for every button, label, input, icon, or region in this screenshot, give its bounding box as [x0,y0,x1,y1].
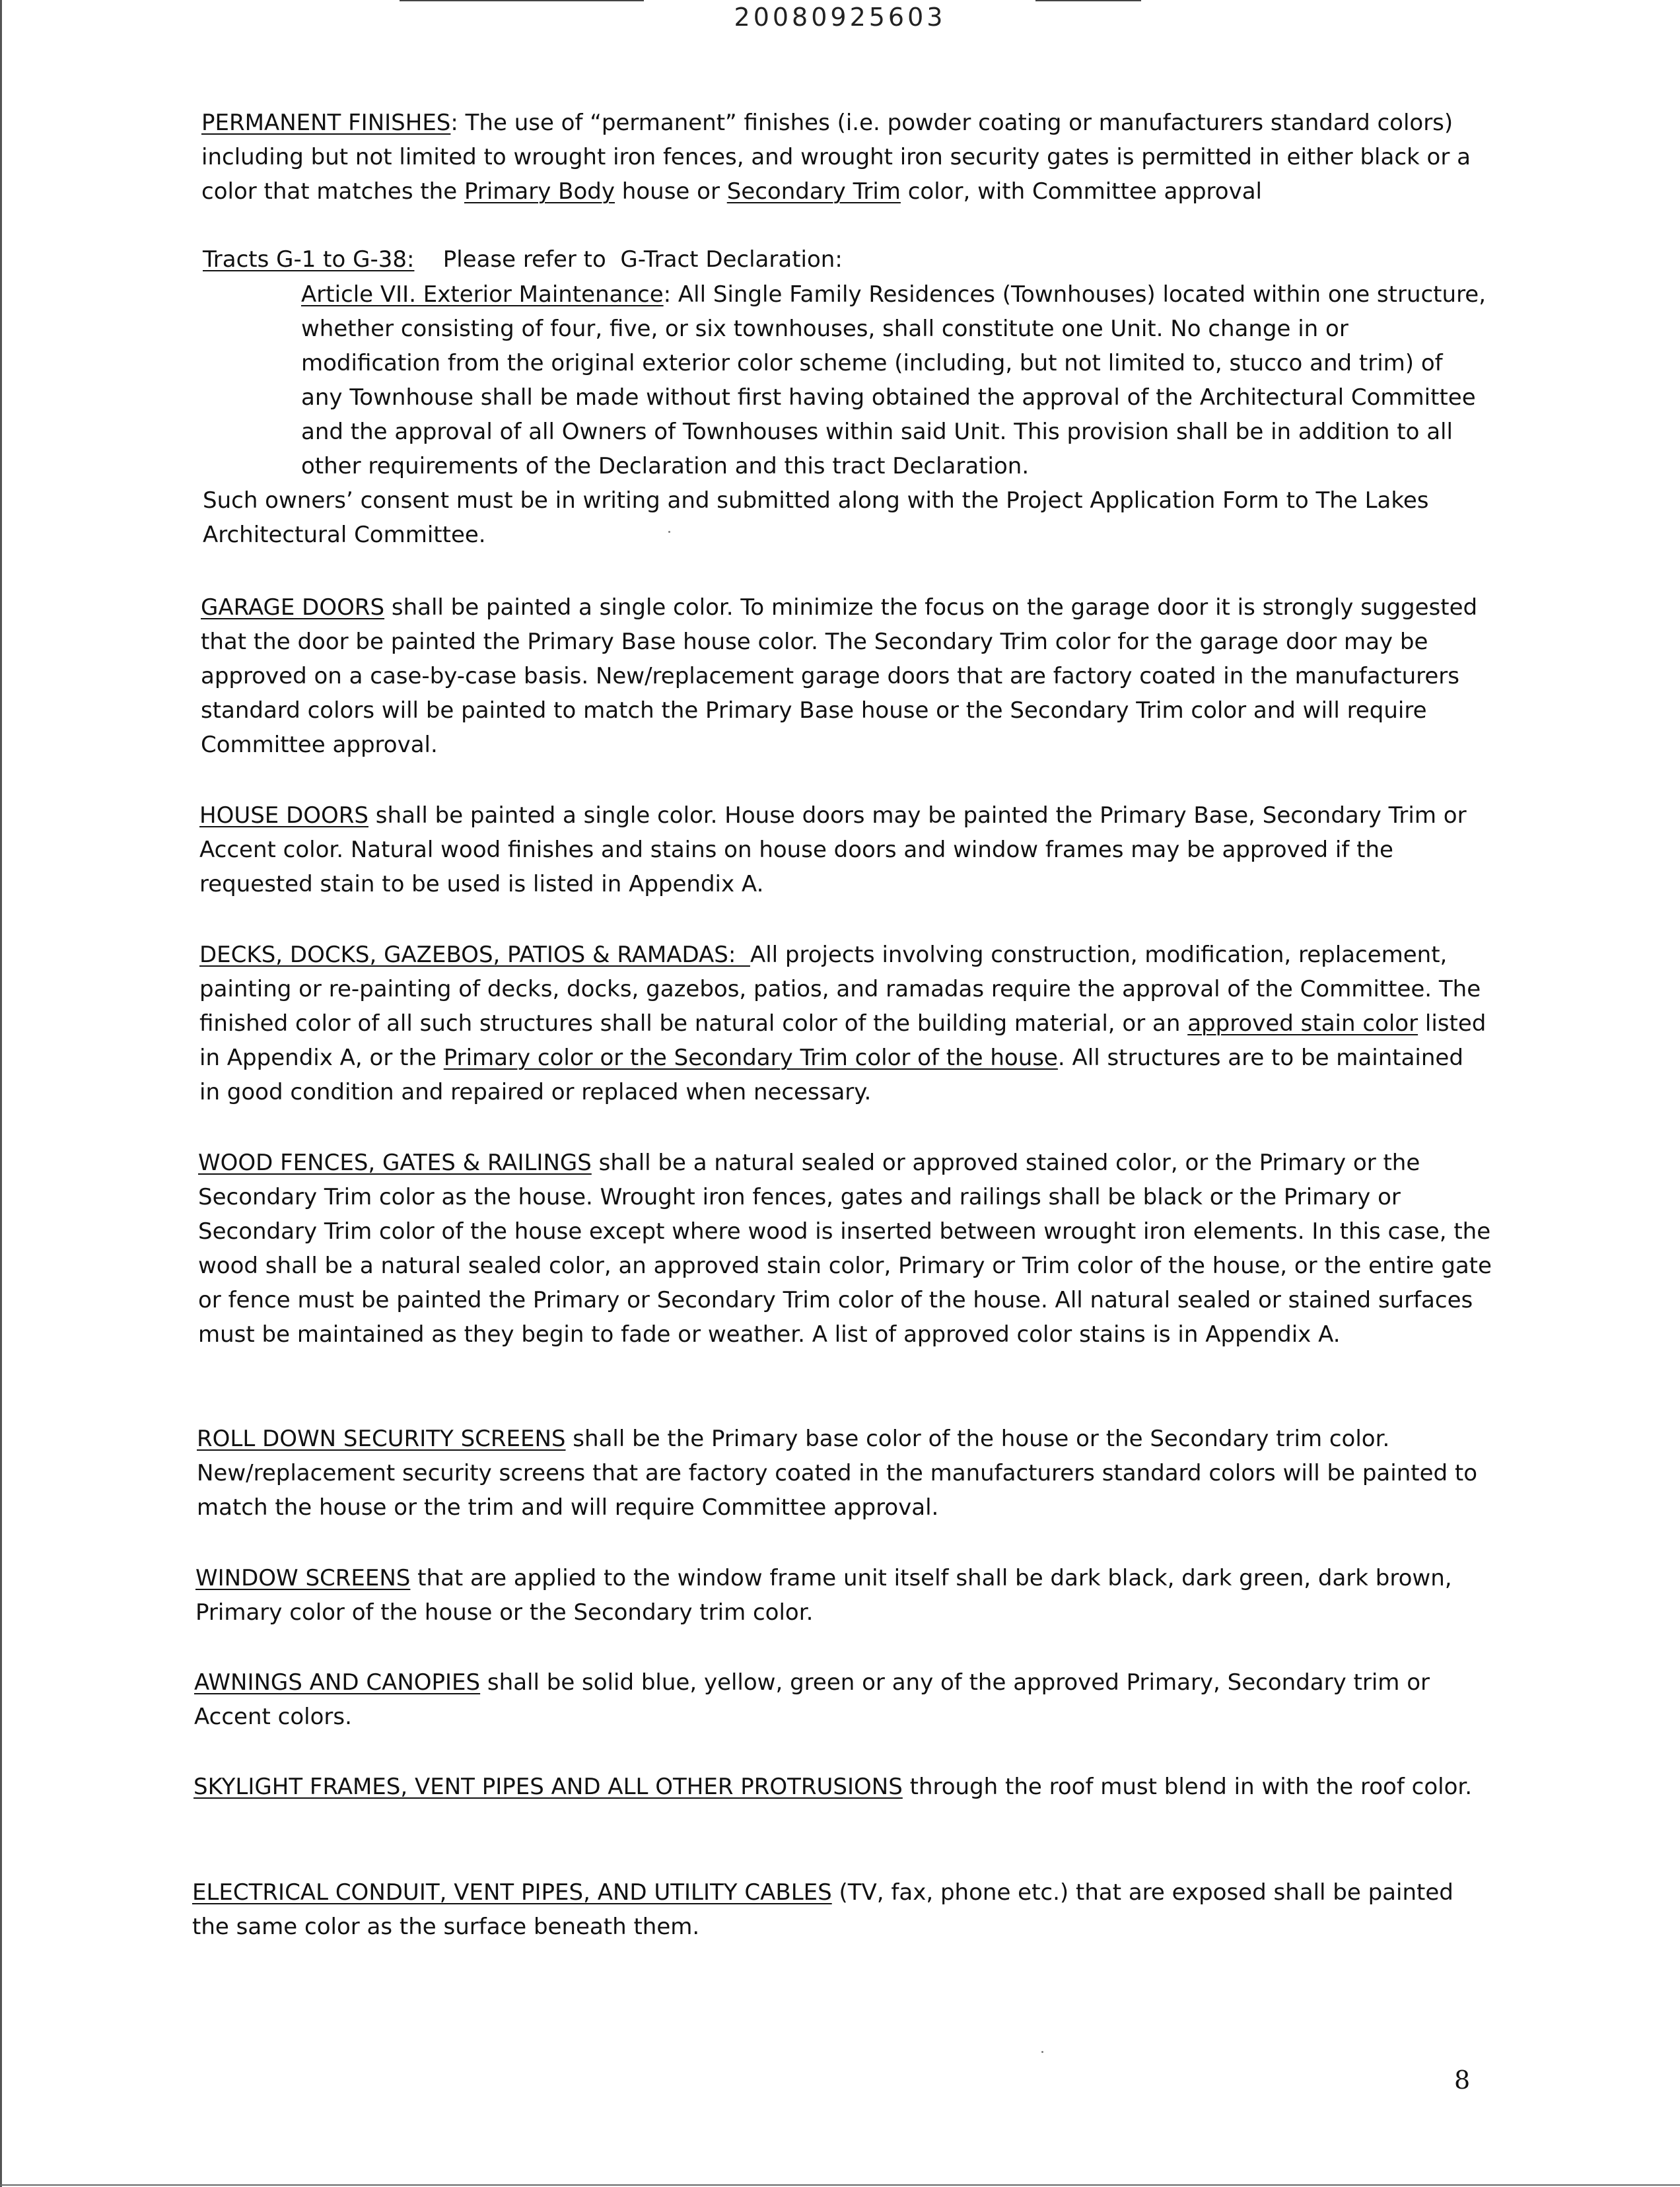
roll-down-screens-text: shall be the Primary base color of the house or the Secondary trim color. New/replacement security screens that are factory coated in the manufacturers standard colors will be painted to match the house or the trim and will require Committee approval. [197,1426,1478,1521]
permanent-finishes-paragraph [201,106,1489,209]
skylight-paragraph [193,1770,1488,1804]
roll-down-screens-heading: ROLL DOWN SECURITY SCREENS [197,1426,566,1452]
garage-doors-paragraph [201,590,1488,762]
awnings-text: shall be solid blue, yellow, green or any of the approved Primary, Secondary trim or Accent colors. [194,1669,1430,1730]
window-screens-heading: WINDOW SCREENS [195,1565,411,1591]
awnings-heading: AWNINGS AND CANOPIES [194,1669,481,1696]
window-screens-paragraph [195,1561,1490,1630]
tracts-text: Please refer to G-Tract Declaration: [414,246,843,273]
decks-heading: DECKS, DOCKS, GAZEBOS, PATIOS & RAMADAS: [199,942,750,968]
decks-paragraph [199,938,1487,1109]
scan-edge-left [0,0,2,2187]
decks-text: listed in Appendix A, or the [199,1010,1487,1071]
scan-edge-bottom [0,2184,1680,2186]
house-doors-heading: HOUSE DOORS [199,802,368,829]
primary-body-term: Primary Body [464,178,615,205]
tracts-heading: Tracts G-1 to G-38: [203,246,415,273]
decks-text: All projects involving construction, modification, replacement, painting or re-painting of decks, docks, gazebos, patios, and ramadas require the approval of the Committee. The finished color of all such structures shall be natural color of the building material, or an [199,942,1481,1037]
electrical-heading: ELECTRICAL CONDUIT, VENT PIPES, AND UTILITY CABLES [192,1879,832,1906]
article-vii-text: : All Single Family Residences (Townhouses) located within one structure, whether consisting of four, five, or six townhouses, shall constitute one Unit. No change in or modification from the original exterior color scheme (including, but not limited to, stucco and trim) of any Townhouse shall be made without first having obtained the approval of the Architectural Committee and the approval of all Owners of Townhouses within said Unit. This provision shall be in addition to all other requirements of the Declaration and this tract Declaration. [301,281,1487,479]
skylight-text: through the roof must blend in with the roof color. [902,1774,1473,1800]
awnings-paragraph [194,1665,1488,1734]
permanent-finishes-text: : The use of “permanent” finishes (i.e. powder coating or manufacturers standard colors) including but not limited to wrought iron fences, and wrought iron security gates is permitted in either black or a color that matches the [201,110,1471,205]
article-vii-paragraph [301,277,1490,483]
house-doors-paragraph [199,798,1487,901]
permanent-finishes-text: house or [615,178,727,205]
garage-doors-text: shall be painted a single color. To minimize the focus on the garage door it is strongly suggested that the door be painted the Primary Base house color. The Secondary Trim color for the garage door may be approved on a case-by-case basis. New/replacement garage doors that are factory coated in the manufacturers standard colors will be painted to match the Primary Base house or the Secondary Trim color and will require Committee approval. [201,594,1478,758]
scan-speck [1041,2051,1043,2053]
wood-fences-heading: WOOD FENCES, GATES & RAILINGS [198,1150,592,1176]
document-number: 20080925603 [734,3,946,32]
scan-speck [668,531,670,533]
owners-consent-paragraph: Such owners’ consent must be in writing and submitted along with the Project Application Form to The Lakes Architectural Committee. [203,487,1429,548]
window-screens-text: that are applied to the window frame unit itself shall be dark black, dark green, dark brown, Primary color of the house or the Secondary trim color. [195,1565,1452,1626]
roll-down-screens-paragraph [197,1422,1491,1525]
house-doors-text: shall be painted a single color. House doors may be painted the Primary Base, Secondary Trim or Accent color. Natural wood finishes and stains on house doors and window frames may be approved if the requested stain to be used is listed in Appendix A. [199,802,1467,897]
wood-fences-text: shall be a natural sealed or approved stained color, or the Primary or the Secondary Trim color as the house. Wrought iron fences, gates and railings shall be black or the Primary or Secondary Trim color of the house except where wood is inserted between wrought iron elements. In this case, the wood shall be a natural sealed color, an approved stain color, Primary or Trim color of the house, or the entire gate or fence must be painted the Primary or Secondary Trim color of the house. All natural sealed or stained surfaces must be maintained as they begin to fade or weather. A list of approved color stains is in Appendix A. [198,1150,1492,1348]
article-vii-heading: Article VII. Exterior Maintenance [301,281,664,308]
electrical-text: (TV, fax, phone etc.) that are exposed shall be painted the same color as the surface beneath them. [192,1879,1453,1940]
page-number: 8 [1454,2066,1471,2095]
electrical-paragraph [192,1875,1487,1944]
permanent-finishes-heading: PERMANENT FINISHES [201,110,451,136]
skylight-heading: SKYLIGHT FRAMES, VENT PIPES AND ALL OTHER PROTRUSIONS [193,1774,903,1800]
primary-secondary-trim-term: Primary color or the Secondary Trim color of the house [443,1045,1058,1071]
tracts-line [203,242,1457,277]
scan-artifact-line [1035,0,1141,1]
permanent-finishes-text: color, with Committee approval [900,178,1262,205]
wood-fences-paragraph [198,1146,1492,1352]
decks-text: . All structures are to be maintained in good condition and repaired or replaced when necessary. [199,1045,1463,1105]
approved-stain-color-term: approved stain color [1187,1010,1418,1037]
garage-doors-heading: GARAGE DOORS [201,594,385,621]
scan-artifact-line [400,0,644,1]
secondary-trim-term: Secondary Trim [726,178,901,205]
